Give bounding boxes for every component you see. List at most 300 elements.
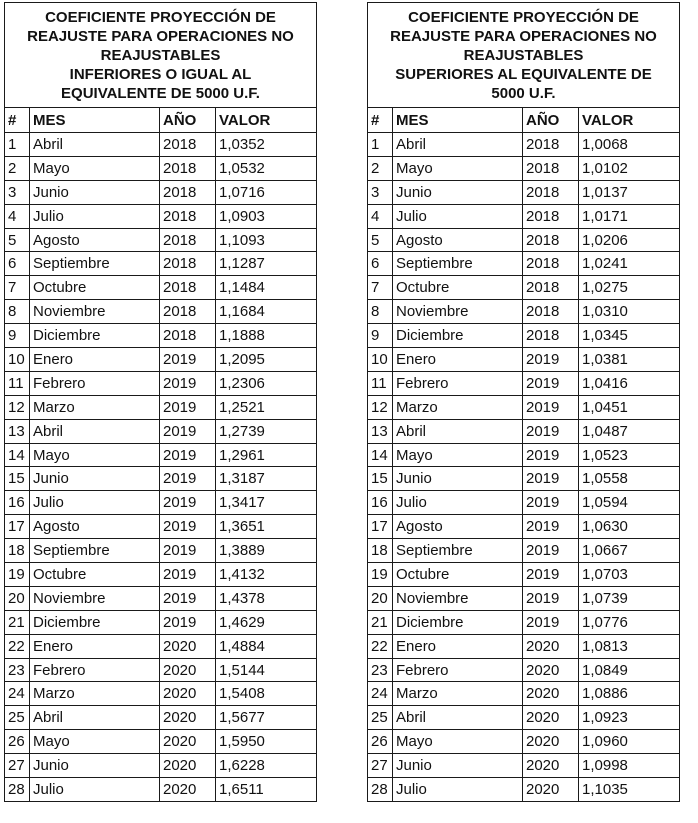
- cell-year: 2018: [160, 252, 216, 276]
- cell-year: 2019: [160, 586, 216, 610]
- table-row: [5, 419, 317, 443]
- cell-number: 10: [5, 348, 30, 372]
- cell-number: 16: [5, 491, 30, 515]
- table-row: [5, 156, 317, 180]
- cell-number: 5: [368, 228, 393, 252]
- cell-month: Septiembre: [393, 539, 523, 563]
- cell-month: Agosto: [30, 228, 160, 252]
- table-row: [5, 252, 317, 276]
- cell-month: Diciembre: [393, 610, 523, 634]
- cell-value: 1,0241: [579, 252, 680, 276]
- cell-month: Abril: [30, 133, 160, 157]
- table-row: [5, 443, 317, 467]
- cell-year: 2019: [523, 467, 579, 491]
- table-body: [368, 133, 680, 802]
- cell-value: 1,0739: [579, 586, 680, 610]
- cell-month: Septiembre: [30, 252, 160, 276]
- cell-number: 9: [368, 324, 393, 348]
- cell-year: 2019: [523, 586, 579, 610]
- cell-year: 2019: [523, 491, 579, 515]
- table-row: [368, 395, 680, 419]
- cell-number: 10: [368, 348, 393, 372]
- cell-value: 1,0594: [579, 491, 680, 515]
- table-row: [5, 586, 317, 610]
- cell-year: 2019: [160, 443, 216, 467]
- cell-month: Mayo: [30, 730, 160, 754]
- cell-year: 2019: [523, 443, 579, 467]
- table-row: [5, 491, 317, 515]
- cell-value: 1,1287: [216, 252, 317, 276]
- cell-month: Octubre: [30, 563, 160, 587]
- cell-number: 12: [5, 395, 30, 419]
- cell-year: 2020: [523, 706, 579, 730]
- table-row: [368, 443, 680, 467]
- cell-value: 1,3187: [216, 467, 317, 491]
- table-body: [5, 133, 317, 802]
- cell-month: Diciembre: [30, 610, 160, 634]
- cell-number: 20: [368, 586, 393, 610]
- cell-year: 2019: [523, 395, 579, 419]
- cell-number: 14: [368, 443, 393, 467]
- cell-value: 1,1484: [216, 276, 317, 300]
- cell-year: 2018: [160, 300, 216, 324]
- table-row: [368, 276, 680, 300]
- cell-year: 2020: [523, 754, 579, 778]
- table-row: [368, 634, 680, 658]
- title-line: REAJUSTABLES: [100, 46, 221, 64]
- cell-month: Octubre: [393, 563, 523, 587]
- cell-year: 2018: [523, 300, 579, 324]
- cell-number: 14: [5, 443, 30, 467]
- cell-value: 1,0776: [579, 610, 680, 634]
- title-line: 5000 U.F.: [491, 84, 556, 102]
- table-row: [368, 133, 680, 157]
- table-row: [368, 586, 680, 610]
- cell-number: 11: [5, 371, 30, 395]
- column-header-year: AÑO: [160, 108, 216, 133]
- cell-value: 1,0998: [579, 754, 680, 778]
- cell-month: Noviembre: [30, 300, 160, 324]
- cell-number: 11: [368, 371, 393, 395]
- cell-number: 23: [5, 658, 30, 682]
- cell-number: 18: [368, 539, 393, 563]
- table-row: [5, 610, 317, 634]
- cell-year: 2018: [523, 133, 579, 157]
- cell-year: 2019: [523, 419, 579, 443]
- cell-month: Octubre: [393, 276, 523, 300]
- cell-number: 26: [368, 730, 393, 754]
- cell-month: Julio: [30, 204, 160, 228]
- cell-number: 8: [5, 300, 30, 324]
- cell-number: 1: [368, 133, 393, 157]
- cell-month: Febrero: [30, 658, 160, 682]
- table-title: [368, 3, 680, 108]
- table-row: [5, 467, 317, 491]
- column-header-value: VALOR: [579, 108, 680, 133]
- table-row: [368, 682, 680, 706]
- cell-number: 23: [368, 658, 393, 682]
- cell-month: Mayo: [393, 730, 523, 754]
- cell-value: 1,2739: [216, 419, 317, 443]
- cell-value: 1,0813: [579, 634, 680, 658]
- cell-year: 2018: [160, 133, 216, 157]
- table-row: [5, 515, 317, 539]
- cell-year: 2019: [160, 419, 216, 443]
- title-line: COEFICIENTE PROYECCIÓN DE: [408, 8, 639, 26]
- cell-value: 1,4378: [216, 586, 317, 610]
- table-row: [368, 610, 680, 634]
- title-line: REAJUSTE PARA OPERACIONES NO: [27, 27, 294, 45]
- table-row: [5, 778, 317, 802]
- cell-value: 1,6511: [216, 778, 317, 802]
- cell-value: 1,0275: [579, 276, 680, 300]
- cell-value: 1,0137: [579, 180, 680, 204]
- table-row: [5, 754, 317, 778]
- cell-value: 1,0487: [579, 419, 680, 443]
- table-row: [5, 658, 317, 682]
- cell-month: Noviembre: [30, 586, 160, 610]
- cell-year: 2019: [160, 467, 216, 491]
- cell-year: 2020: [160, 730, 216, 754]
- cell-number: 22: [368, 634, 393, 658]
- table-row: [5, 539, 317, 563]
- table-row: [368, 252, 680, 276]
- cell-value: 1,4629: [216, 610, 317, 634]
- cell-number: 7: [368, 276, 393, 300]
- cell-month: Julio: [393, 204, 523, 228]
- cell-month: Mayo: [30, 156, 160, 180]
- cell-number: 4: [368, 204, 393, 228]
- cell-year: 2019: [523, 610, 579, 634]
- cell-year: 2018: [523, 252, 579, 276]
- cell-month: Marzo: [393, 682, 523, 706]
- cell-number: 4: [5, 204, 30, 228]
- cell-number: 13: [5, 419, 30, 443]
- cell-value: 1,3889: [216, 539, 317, 563]
- cell-value: 1,0352: [216, 133, 317, 157]
- table-row: [5, 228, 317, 252]
- table-superiores-5000uf: [367, 2, 680, 802]
- cell-year: 2020: [160, 754, 216, 778]
- cell-number: 28: [5, 778, 30, 802]
- cell-value: 1,0206: [579, 228, 680, 252]
- cell-year: 2018: [160, 204, 216, 228]
- table-row: [5, 348, 317, 372]
- cell-value: 1,0068: [579, 133, 680, 157]
- cell-year: 2019: [523, 515, 579, 539]
- cell-value: 1,0960: [579, 730, 680, 754]
- column-header-number: #: [5, 108, 30, 133]
- cell-year: 2020: [160, 634, 216, 658]
- cell-month: Abril: [393, 133, 523, 157]
- cell-month: Mayo: [30, 443, 160, 467]
- cell-number: 25: [368, 706, 393, 730]
- cell-year: 2019: [160, 491, 216, 515]
- cell-month: Abril: [30, 419, 160, 443]
- cell-number: 6: [5, 252, 30, 276]
- cell-number: 2: [368, 156, 393, 180]
- cell-year: 2019: [160, 348, 216, 372]
- cell-number: 15: [368, 467, 393, 491]
- cell-value: 1,2961: [216, 443, 317, 467]
- table-row: [5, 371, 317, 395]
- cell-year: 2019: [523, 563, 579, 587]
- cell-number: 7: [5, 276, 30, 300]
- cell-month: Enero: [30, 634, 160, 658]
- cell-value: 1,5677: [216, 706, 317, 730]
- cell-year: 2019: [160, 515, 216, 539]
- cell-value: 1,1035: [579, 778, 680, 802]
- cell-month: Enero: [393, 634, 523, 658]
- table-row: [5, 324, 317, 348]
- cell-month: Junio: [30, 180, 160, 204]
- cell-year: 2019: [523, 539, 579, 563]
- cell-year: 2018: [160, 180, 216, 204]
- cell-month: Marzo: [30, 395, 160, 419]
- cell-month: Junio: [393, 467, 523, 491]
- cell-month: Junio: [393, 754, 523, 778]
- cell-month: Junio: [30, 467, 160, 491]
- table-row: [368, 204, 680, 228]
- cell-number: 3: [368, 180, 393, 204]
- cell-value: 1,0171: [579, 204, 680, 228]
- table-row: [5, 682, 317, 706]
- title-line: SUPERIORES AL EQUIVALENTE DE: [395, 65, 652, 83]
- cell-year: 2018: [523, 324, 579, 348]
- cell-number: 17: [5, 515, 30, 539]
- cell-number: 19: [5, 563, 30, 587]
- cell-month: Julio: [30, 491, 160, 515]
- cell-number: 26: [5, 730, 30, 754]
- cell-number: 8: [368, 300, 393, 324]
- cell-value: 1,0310: [579, 300, 680, 324]
- cell-value: 1,0451: [579, 395, 680, 419]
- cell-year: 2018: [160, 156, 216, 180]
- cell-month: Agosto: [30, 515, 160, 539]
- cell-value: 1,1093: [216, 228, 317, 252]
- cell-value: 1,0523: [579, 443, 680, 467]
- cell-number: 25: [5, 706, 30, 730]
- cell-value: 1,0102: [579, 156, 680, 180]
- cell-year: 2020: [523, 682, 579, 706]
- cell-number: 22: [5, 634, 30, 658]
- cell-number: 16: [368, 491, 393, 515]
- cell-value: 1,1888: [216, 324, 317, 348]
- cell-month: Febrero: [30, 371, 160, 395]
- cell-value: 1,4132: [216, 563, 317, 587]
- cell-value: 1,0923: [579, 706, 680, 730]
- cell-number: 20: [5, 586, 30, 610]
- table-row: [368, 706, 680, 730]
- cell-year: 2018: [160, 228, 216, 252]
- cell-value: 1,0849: [579, 658, 680, 682]
- cell-value: 1,6228: [216, 754, 317, 778]
- cell-value: 1,0416: [579, 371, 680, 395]
- cell-month: Diciembre: [393, 324, 523, 348]
- cell-number: 24: [368, 682, 393, 706]
- cell-month: Noviembre: [393, 586, 523, 610]
- cell-month: Abril: [393, 706, 523, 730]
- column-header-month: MES: [393, 108, 523, 133]
- table-row: [368, 228, 680, 252]
- table-row: [5, 634, 317, 658]
- title-line: INFERIORES O IGUAL AL: [69, 65, 252, 83]
- cell-year: 2018: [523, 228, 579, 252]
- table-row: [5, 133, 317, 157]
- table-row: [5, 706, 317, 730]
- cell-year: 2018: [523, 180, 579, 204]
- cell-value: 1,0903: [216, 204, 317, 228]
- table-row: [5, 730, 317, 754]
- cell-number: 12: [368, 395, 393, 419]
- cell-value: 1,0532: [216, 156, 317, 180]
- cell-value: 1,0381: [579, 348, 680, 372]
- cell-value: 1,0345: [579, 324, 680, 348]
- table-row: [368, 467, 680, 491]
- cell-month: Febrero: [393, 658, 523, 682]
- table-row: [368, 371, 680, 395]
- column-header-number: #: [368, 108, 393, 133]
- cell-value: 1,0703: [579, 563, 680, 587]
- cell-month: Agosto: [393, 515, 523, 539]
- table-row: [5, 395, 317, 419]
- cell-year: 2018: [523, 276, 579, 300]
- table-row: [368, 180, 680, 204]
- cell-month: Junio: [393, 180, 523, 204]
- table-row: [368, 778, 680, 802]
- cell-year: 2019: [160, 395, 216, 419]
- cell-year: 2019: [160, 371, 216, 395]
- cell-number: 9: [5, 324, 30, 348]
- cell-number: 19: [368, 563, 393, 587]
- cell-year: 2019: [160, 539, 216, 563]
- cell-number: 2: [5, 156, 30, 180]
- cell-month: Mayo: [393, 443, 523, 467]
- cell-year: 2018: [160, 276, 216, 300]
- cell-value: 1,4884: [216, 634, 317, 658]
- cell-year: 2020: [523, 778, 579, 802]
- cell-year: 2020: [160, 778, 216, 802]
- table-row: [368, 539, 680, 563]
- table-row: [368, 730, 680, 754]
- cell-month: Octubre: [30, 276, 160, 300]
- column-header-value: VALOR: [216, 108, 317, 133]
- cell-number: 6: [368, 252, 393, 276]
- title-line: REAJUSTE PARA OPERACIONES NO: [390, 27, 657, 45]
- cell-month: Enero: [30, 348, 160, 372]
- cell-month: Noviembre: [393, 300, 523, 324]
- cell-month: Abril: [393, 419, 523, 443]
- cell-number: 15: [5, 467, 30, 491]
- cell-year: 2018: [523, 204, 579, 228]
- table-row: [368, 491, 680, 515]
- table-row: [368, 419, 680, 443]
- table-title: [5, 3, 317, 108]
- table-row: [368, 156, 680, 180]
- cell-year: 2020: [523, 634, 579, 658]
- table-row: [368, 324, 680, 348]
- cell-year: 2019: [160, 610, 216, 634]
- cell-year: 2020: [160, 658, 216, 682]
- table-row: [5, 180, 317, 204]
- table-row: [368, 300, 680, 324]
- cell-value: 1,0886: [579, 682, 680, 706]
- cell-number: 18: [5, 539, 30, 563]
- cell-value: 1,3651: [216, 515, 317, 539]
- cell-month: Marzo: [30, 682, 160, 706]
- cell-value: 1,5144: [216, 658, 317, 682]
- cell-month: Febrero: [393, 371, 523, 395]
- table-row: [368, 348, 680, 372]
- cell-value: 1,0716: [216, 180, 317, 204]
- cell-number: 21: [5, 610, 30, 634]
- cell-year: 2019: [160, 563, 216, 587]
- table-row: [5, 563, 317, 587]
- cell-month: Septiembre: [30, 539, 160, 563]
- table-row: [5, 204, 317, 228]
- cell-number: 21: [368, 610, 393, 634]
- cell-month: Abril: [30, 706, 160, 730]
- cell-number: 24: [5, 682, 30, 706]
- table-inferiores-5000uf: [4, 2, 317, 802]
- table-row: [368, 563, 680, 587]
- cell-year: 2019: [523, 371, 579, 395]
- cell-month: Julio: [30, 778, 160, 802]
- cell-year: 2020: [523, 730, 579, 754]
- cell-year: 2018: [523, 156, 579, 180]
- cell-year: 2018: [160, 324, 216, 348]
- cell-number: 17: [368, 515, 393, 539]
- cell-value: 1,3417: [216, 491, 317, 515]
- cell-value: 1,1684: [216, 300, 317, 324]
- table-row: [368, 754, 680, 778]
- cell-month: Agosto: [393, 228, 523, 252]
- cell-month: Julio: [393, 491, 523, 515]
- cell-number: 5: [5, 228, 30, 252]
- table-row: [5, 300, 317, 324]
- table-row: [368, 515, 680, 539]
- cell-month: Junio: [30, 754, 160, 778]
- cell-number: 27: [368, 754, 393, 778]
- cell-value: 1,0558: [579, 467, 680, 491]
- column-header-year: AÑO: [523, 108, 579, 133]
- cell-month: Enero: [393, 348, 523, 372]
- cell-value: 1,2306: [216, 371, 317, 395]
- cell-value: 1,5408: [216, 682, 317, 706]
- cell-value: 1,2095: [216, 348, 317, 372]
- title-line: EQUIVALENTE DE 5000 U.F.: [61, 84, 260, 102]
- cell-month: Diciembre: [30, 324, 160, 348]
- cell-year: 2020: [523, 658, 579, 682]
- cell-month: Marzo: [393, 395, 523, 419]
- cell-value: 1,2521: [216, 395, 317, 419]
- cell-month: Septiembre: [393, 252, 523, 276]
- table-row: [5, 276, 317, 300]
- cell-year: 2020: [160, 682, 216, 706]
- cell-value: 1,5950: [216, 730, 317, 754]
- cell-year: 2019: [523, 348, 579, 372]
- cell-number: 1: [5, 133, 30, 157]
- cell-number: 3: [5, 180, 30, 204]
- column-header-month: MES: [30, 108, 160, 133]
- cell-value: 1,0667: [579, 539, 680, 563]
- cell-number: 27: [5, 754, 30, 778]
- cell-month: Mayo: [393, 156, 523, 180]
- table-row: [368, 658, 680, 682]
- cell-year: 2020: [160, 706, 216, 730]
- cell-month: Julio: [393, 778, 523, 802]
- cell-number: 13: [368, 419, 393, 443]
